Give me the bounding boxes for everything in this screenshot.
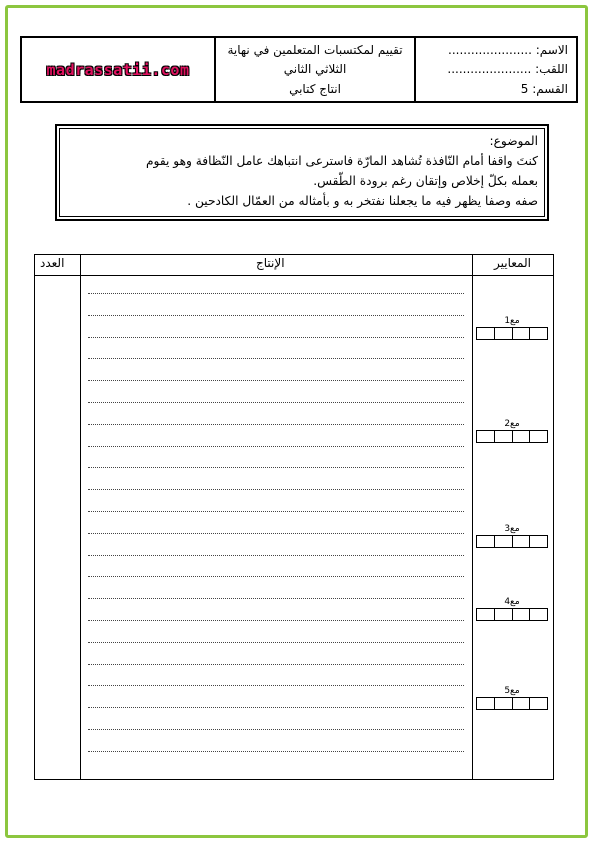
writing-line[interactable]	[88, 489, 464, 490]
production-header	[80, 255, 472, 276]
writing-line[interactable]	[88, 707, 464, 708]
score-box[interactable]	[494, 327, 513, 340]
score-box[interactable]	[512, 608, 531, 621]
score-box[interactable]	[529, 430, 548, 443]
score-box[interactable]	[512, 327, 531, 340]
topic-line-1: كنتَ واقفا أمام النّافذة تُشاهد المارّة فاسترعى انتباهك عامل النّظافة وهو يقوم	[146, 154, 538, 168]
writing-line[interactable]	[88, 685, 464, 686]
criterion-label: مع2	[504, 419, 520, 429]
writing-line[interactable]	[88, 424, 464, 425]
name-field[interactable]: الاسم: ......................	[448, 42, 568, 57]
criterion-label: مع4	[504, 597, 520, 607]
score-box[interactable]	[512, 430, 531, 443]
topic-text	[59, 128, 545, 217]
class-field[interactable]: القسم: 5	[520, 82, 568, 97]
score-box[interactable]	[476, 327, 495, 340]
writing-line[interactable]	[88, 729, 464, 730]
score-box[interactable]	[529, 327, 548, 340]
criterion-score-boxes	[476, 697, 548, 710]
logo-cell	[22, 38, 216, 101]
criterion-score-boxes	[476, 327, 548, 340]
criteria-column	[472, 255, 554, 779]
production-header-label: الإنتاج	[256, 256, 285, 270]
title-cell	[216, 38, 416, 101]
score-box[interactable]	[476, 608, 495, 621]
criterion-3	[476, 523, 548, 548]
topic-box	[55, 124, 549, 221]
writing-line[interactable]	[88, 576, 464, 577]
subject-label: انتاج كتابي	[289, 82, 341, 97]
surname-field[interactable]: اللقب: ......................	[447, 62, 568, 77]
criteria-header-label: المعايير	[494, 256, 531, 270]
writing-line[interactable]	[88, 511, 464, 512]
score-box[interactable]	[494, 608, 513, 621]
criterion-1	[476, 315, 548, 340]
production-column	[80, 255, 473, 779]
assessment-title: تقييم لمكتسبات المتعلمين في نهاية	[227, 42, 403, 57]
score-box[interactable]	[529, 535, 548, 548]
score-header	[35, 255, 80, 276]
criterion-score-boxes	[476, 430, 548, 443]
writing-line[interactable]	[88, 380, 464, 381]
student-info-cell	[416, 38, 576, 101]
score-box[interactable]	[476, 697, 495, 710]
production-table	[34, 254, 554, 780]
writing-line[interactable]	[88, 533, 464, 534]
score-box[interactable]	[512, 697, 531, 710]
score-box[interactable]	[476, 430, 495, 443]
score-box[interactable]	[529, 697, 548, 710]
criterion-score-boxes	[476, 608, 548, 621]
writing-line[interactable]	[88, 315, 464, 316]
topic-heading: الموضوع:	[489, 134, 538, 148]
writing-line[interactable]	[88, 467, 464, 468]
score-box[interactable]	[529, 608, 548, 621]
criterion-label: مع1	[504, 316, 520, 326]
writing-line[interactable]	[88, 446, 464, 447]
topic-line-3: صفه وصفا يظهر فيه ما يجعلنا نفتخر به و بأمثاله من العمّال الكادحين .	[187, 194, 538, 208]
writing-line[interactable]	[88, 664, 464, 665]
writing-line[interactable]	[88, 293, 464, 294]
writing-line[interactable]	[88, 337, 464, 338]
score-box[interactable]	[494, 535, 513, 548]
writing-line[interactable]	[88, 642, 464, 643]
criterion-2	[476, 418, 548, 443]
criterion-score-boxes	[476, 535, 548, 548]
criterion-4	[476, 596, 548, 621]
criterion-label: مع3	[504, 524, 520, 534]
site-logo[interactable]: madrassatii.com	[46, 60, 190, 79]
score-column	[35, 255, 81, 779]
term-label: الثلاثي الثاني	[283, 62, 347, 77]
writing-line[interactable]	[88, 598, 464, 599]
score-box[interactable]	[494, 697, 513, 710]
header-table	[20, 36, 578, 103]
criteria-header	[472, 255, 554, 276]
writing-line[interactable]	[88, 402, 464, 403]
criterion-label: مع5	[504, 686, 520, 696]
score-box[interactable]	[476, 535, 495, 548]
topic-line-2: بعمله بكلّ إخلاص وإتقان رغم برودة الطّقس.	[313, 174, 538, 188]
criterion-5	[476, 685, 548, 710]
score-box[interactable]	[512, 535, 531, 548]
writing-line[interactable]	[88, 555, 464, 556]
writing-line[interactable]	[88, 751, 464, 752]
writing-line[interactable]	[88, 620, 464, 621]
score-box[interactable]	[494, 430, 513, 443]
score-header-label: العدد	[40, 256, 65, 270]
writing-line[interactable]	[88, 358, 464, 359]
